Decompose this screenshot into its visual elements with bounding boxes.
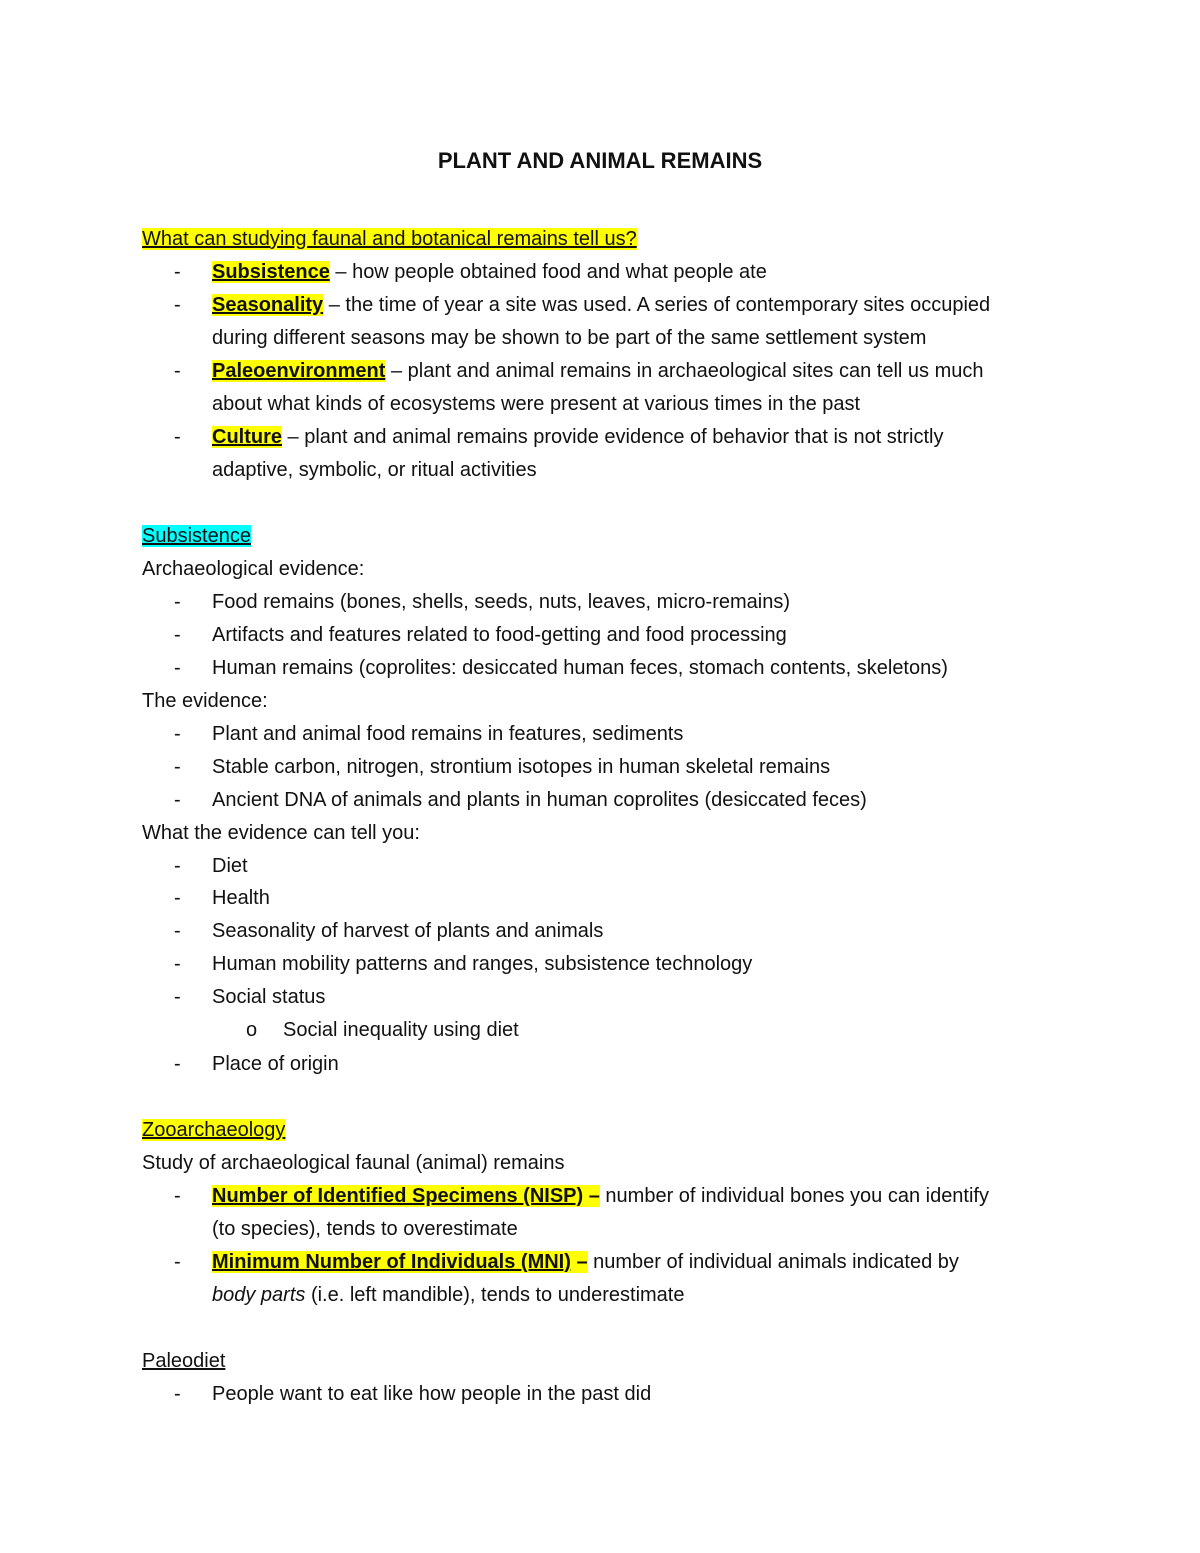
zooarchaeology-heading: Zooarchaeology <box>142 1119 286 1141</box>
list-item: Plant and animal food remains in features, sediments <box>212 723 684 745</box>
bullet-dash: - <box>174 1053 181 1075</box>
bullet-dash: - <box>174 294 181 316</box>
list-item: Number of Identified Specimens (NISP) – number of individual bones you can identify <box>212 1185 989 1207</box>
bullet-dash: - <box>174 1251 181 1273</box>
sub-bullet-circle: o <box>246 1019 258 1041</box>
list-item: Seasonality of harvest of plants and animals <box>212 920 604 942</box>
list-item-continuation: about what kinds of ecosystems were present at various times in the past <box>212 393 861 415</box>
sub-list-item: Social inequality using diet <box>283 1019 519 1041</box>
bullet-dash: - <box>174 657 181 679</box>
list-item: Stable carbon, nitrogen, strontium isotopes in human skeletal remains <box>212 756 831 778</box>
list-item-continuation: body parts (i.e. left mandible), tends to underestimate <box>212 1284 685 1306</box>
section-label: Archaeological evidence: <box>142 558 365 580</box>
subsistence-heading: Subsistence <box>142 525 251 547</box>
bullet-dash: - <box>174 261 181 283</box>
section-description: Study of archaeological faunal (animal) remains <box>142 1152 565 1174</box>
list-item: Seasonality – the time of year a site was used. A series of contemporary sites occupied <box>212 294 991 316</box>
bullet-dash: - <box>174 756 181 778</box>
list-item: Human remains (coprolites: desiccated human feces, stomach contents, skeletons) <box>212 657 948 679</box>
bullet-dash: - <box>174 789 181 811</box>
list-item: Minimum Number of Individuals (MNI) – number of individual animals indicated by <box>212 1251 959 1273</box>
list-item: Health <box>212 887 270 909</box>
bullet-dash: - <box>174 624 181 646</box>
bullet-dash: - <box>174 1383 181 1405</box>
bullet-dash: - <box>174 920 181 942</box>
paleodiet-heading: Paleodiet <box>142 1350 226 1372</box>
bullet-dash: - <box>174 360 181 382</box>
bullet-dash: - <box>174 887 181 909</box>
bullet-dash: - <box>174 855 181 877</box>
section-label: The evidence: <box>142 690 268 712</box>
list-item-continuation: (to species), tends to overestimate <box>212 1218 518 1240</box>
bullet-dash: - <box>174 426 181 448</box>
list-item: Subsistence – how people obtained food and what people ate <box>212 261 767 283</box>
bullet-dash: - <box>174 591 181 613</box>
list-item: Human mobility patterns and ranges, subsistence technology <box>212 953 753 975</box>
list-item: Social status <box>212 986 326 1008</box>
bullet-dash: - <box>174 986 181 1008</box>
list-item-continuation: during different seasons may be shown to be part of the same settlement system <box>212 327 927 349</box>
bullet-dash: - <box>174 1185 181 1207</box>
page-title: PLANT AND ANIMAL REMAINS <box>437 148 763 173</box>
intro-heading: What can studying faunal and botanical remains tell us? <box>142 228 637 250</box>
list-item: People want to eat like how people in the past did <box>212 1383 652 1405</box>
list-item: Place of origin <box>212 1053 339 1075</box>
list-item: Food remains (bones, shells, seeds, nuts, leaves, micro-remains) <box>212 591 791 613</box>
list-item: Ancient DNA of animals and plants in human coprolites (desiccated feces) <box>212 789 867 811</box>
bullet-dash: - <box>174 953 181 975</box>
list-item: Artifacts and features related to food-getting and food processing <box>212 624 787 646</box>
list-item: Culture – plant and animal remains provide evidence of behavior that is not strictly <box>212 426 944 448</box>
list-item: Paleoenvironment – plant and animal remains in archaeological sites can tell us much <box>212 360 984 382</box>
bullet-dash: - <box>174 723 181 745</box>
list-item-continuation: adaptive, symbolic, or ritual activities <box>212 459 537 481</box>
section-label: What the evidence can tell you: <box>142 822 420 844</box>
list-item: Diet <box>212 855 248 877</box>
